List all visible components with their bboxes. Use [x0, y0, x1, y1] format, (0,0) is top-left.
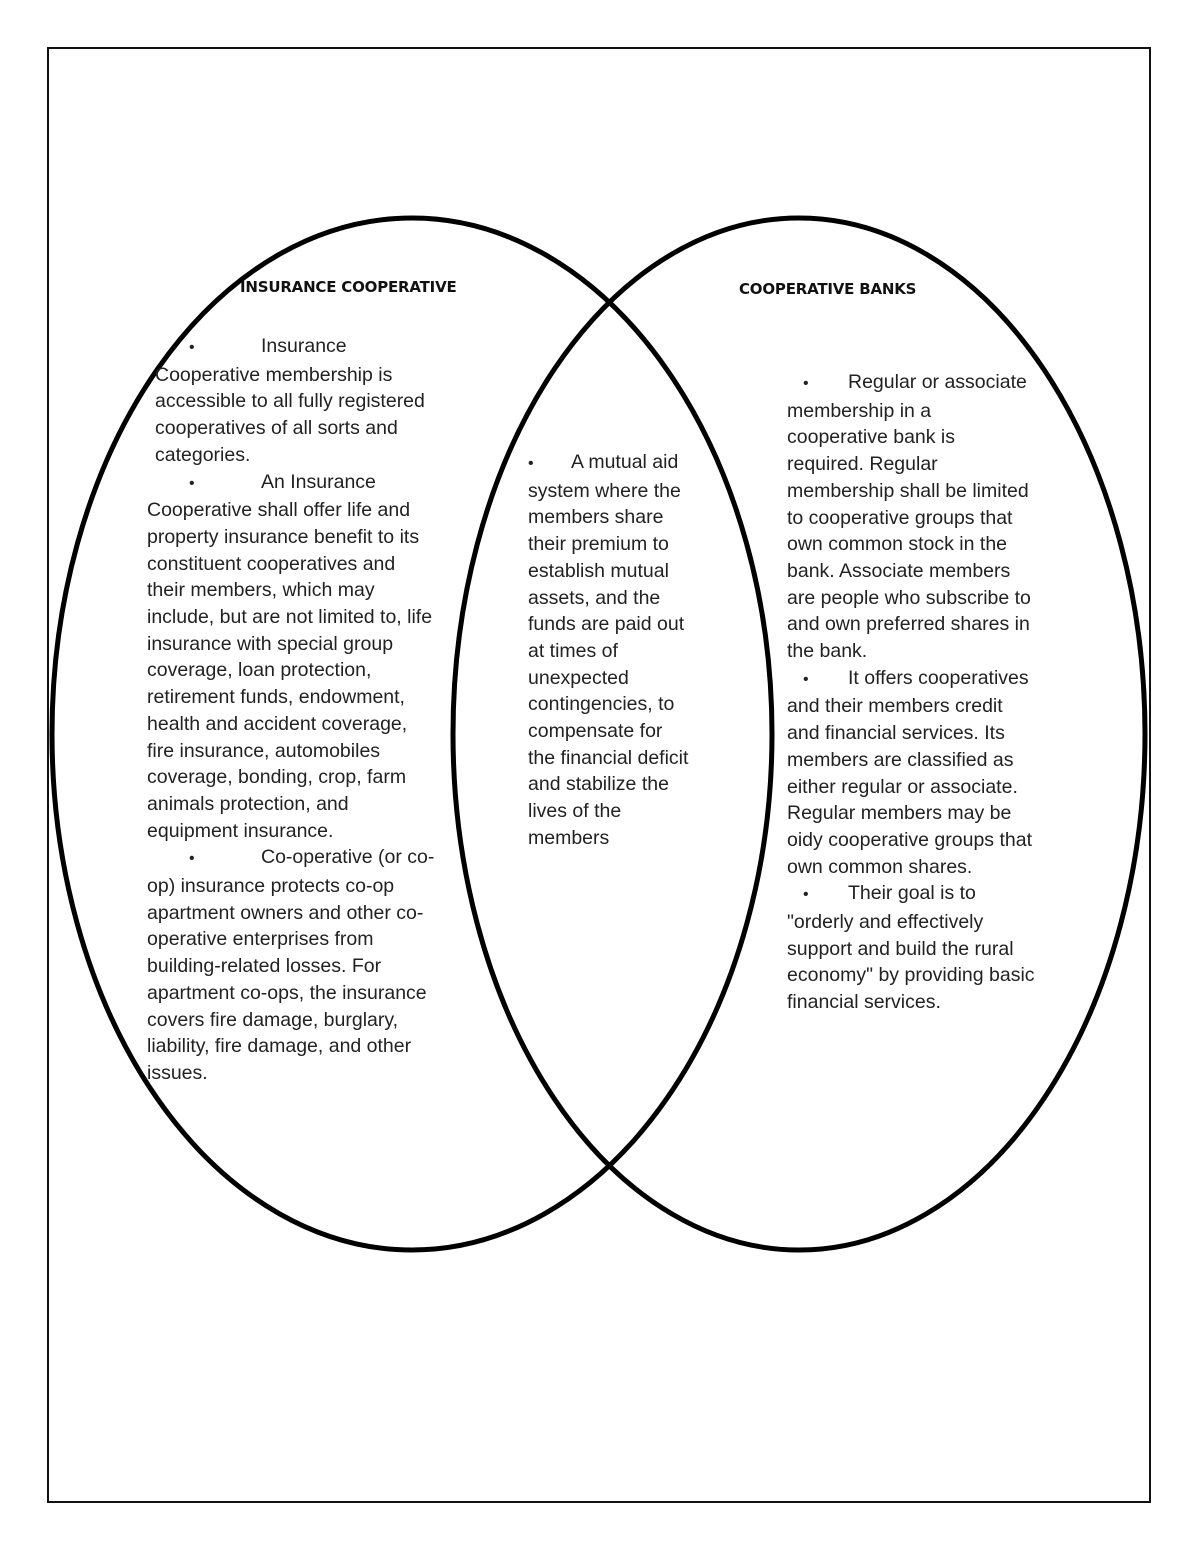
text-line: members are classified as — [787, 748, 1014, 771]
text-line: apartment owners and other co- — [147, 901, 424, 924]
text-line: retirement funds, endowment, — [147, 686, 405, 709]
text-line: liability, fire damage, and other — [147, 1035, 412, 1058]
bullet-text: Their goal is to — [848, 882, 976, 905]
text-line: support and build the rural — [787, 937, 1014, 960]
text-line: op) insurance protects co-op — [147, 875, 395, 898]
bullet-text: A mutual aid — [571, 451, 679, 473]
text-line: assets, and the — [528, 586, 661, 609]
text-line: contingencies, to — [528, 693, 675, 716]
bullet-icon: • — [528, 455, 534, 472]
bullet-icon: • — [189, 339, 195, 356]
text-line: include, but are not limited to, life — [147, 606, 433, 629]
text-line: Cooperative membership is — [155, 363, 393, 386]
bullet-icon: • — [803, 886, 809, 904]
text-line: own common shares. — [787, 855, 973, 878]
bullet-icon: • — [189, 474, 195, 492]
text-line: economy" by providing basic — [787, 964, 1035, 987]
text-line: categories. — [155, 443, 251, 466]
text-line: accessible to all fully registered — [155, 390, 425, 413]
bullet-icon: • — [189, 850, 195, 868]
text-line: system where the — [528, 479, 681, 502]
bullet-item — [787, 880, 1035, 909]
bullet-text: Insurance — [261, 335, 347, 357]
text-line: operative enterprises from — [147, 928, 374, 951]
text-line: unexpected — [528, 666, 629, 689]
text-line: Regular members may be — [787, 802, 1012, 825]
bullet-item — [147, 844, 434, 873]
text-line: are people who subscribe to — [787, 586, 1031, 609]
text-line: financial services. — [787, 991, 941, 1014]
text-line: building-related losses. For — [147, 955, 382, 978]
text-line: and financial services. Its — [787, 722, 1005, 745]
text-line: members share — [528, 506, 664, 529]
bullet-item — [147, 469, 434, 498]
text-line: their premium to — [528, 533, 669, 556]
bullet-text: Co-operative (or co- — [261, 846, 435, 869]
text-line: either regular or associate. — [787, 775, 1018, 798]
bullet-text: Regular or associate — [848, 371, 1027, 393]
intersection-text — [528, 449, 688, 852]
text-line: members — [528, 826, 610, 849]
text-line: at times of — [528, 639, 618, 662]
text-line: own common stock in the — [787, 533, 1008, 556]
text-line: Cooperative shall offer life and — [147, 499, 411, 522]
text-line: equipment insurance. — [147, 819, 334, 842]
text-line: their members, which may — [147, 579, 375, 602]
text-line: and stabilize the — [528, 773, 669, 796]
left-set-title: INSURANCE COOPERATIVE — [240, 278, 457, 296]
right-set-text — [787, 369, 1035, 1016]
text-line: apartment co-ops, the insurance — [147, 981, 427, 1004]
text-line: membership in a — [787, 399, 932, 422]
text-line: and own preferred shares in — [787, 613, 1030, 636]
bullet-icon: • — [803, 375, 809, 392]
left-set-text — [147, 333, 434, 1087]
bullet-icon: • — [803, 670, 809, 688]
right-set-title: COOPERATIVE BANKS — [739, 280, 917, 298]
text-line: required. Regular — [787, 453, 938, 476]
text-line: animals protection, and — [147, 792, 349, 815]
text-line: bank. Associate members — [787, 559, 1011, 582]
text-line: coverage, loan protection, — [147, 659, 372, 682]
text-line: fire insurance, automobiles — [147, 739, 381, 762]
text-line: oidy cooperative groups that — [787, 828, 1032, 851]
text-line: to cooperative groups that — [787, 506, 1013, 529]
bullet-item — [787, 665, 1035, 694]
text-line: "orderly and effectively — [787, 911, 984, 934]
text-line: the bank. — [787, 640, 868, 663]
text-line: insurance with special group — [147, 632, 394, 655]
text-line: the financial deficit — [528, 746, 689, 769]
text-line: coverage, bonding, crop, farm — [147, 766, 407, 789]
text-line: funds are paid out — [528, 613, 685, 636]
text-line: membership shall be limited — [787, 479, 1029, 502]
text-line: and their members credit — [787, 695, 1003, 718]
bullet-text: An Insurance — [261, 470, 376, 493]
text-line: cooperative bank is — [787, 426, 956, 449]
text-line: lives of the — [528, 800, 622, 823]
text-line: establish mutual — [528, 559, 669, 582]
text-line: health and accident coverage, — [147, 712, 408, 735]
bullet-item — [787, 369, 1035, 398]
text-line: cooperatives of all sorts and — [155, 417, 398, 440]
text-line: issues. — [147, 1061, 208, 1084]
text-line: covers fire damage, burglary, — [147, 1008, 399, 1031]
bullet-item — [528, 449, 688, 478]
text-line: property insurance benefit to its — [147, 525, 420, 548]
bullet-text: It offers cooperatives — [848, 666, 1029, 689]
bullet-item — [147, 333, 434, 362]
text-line: compensate for — [528, 720, 663, 743]
text-line: constituent cooperatives and — [147, 552, 396, 575]
